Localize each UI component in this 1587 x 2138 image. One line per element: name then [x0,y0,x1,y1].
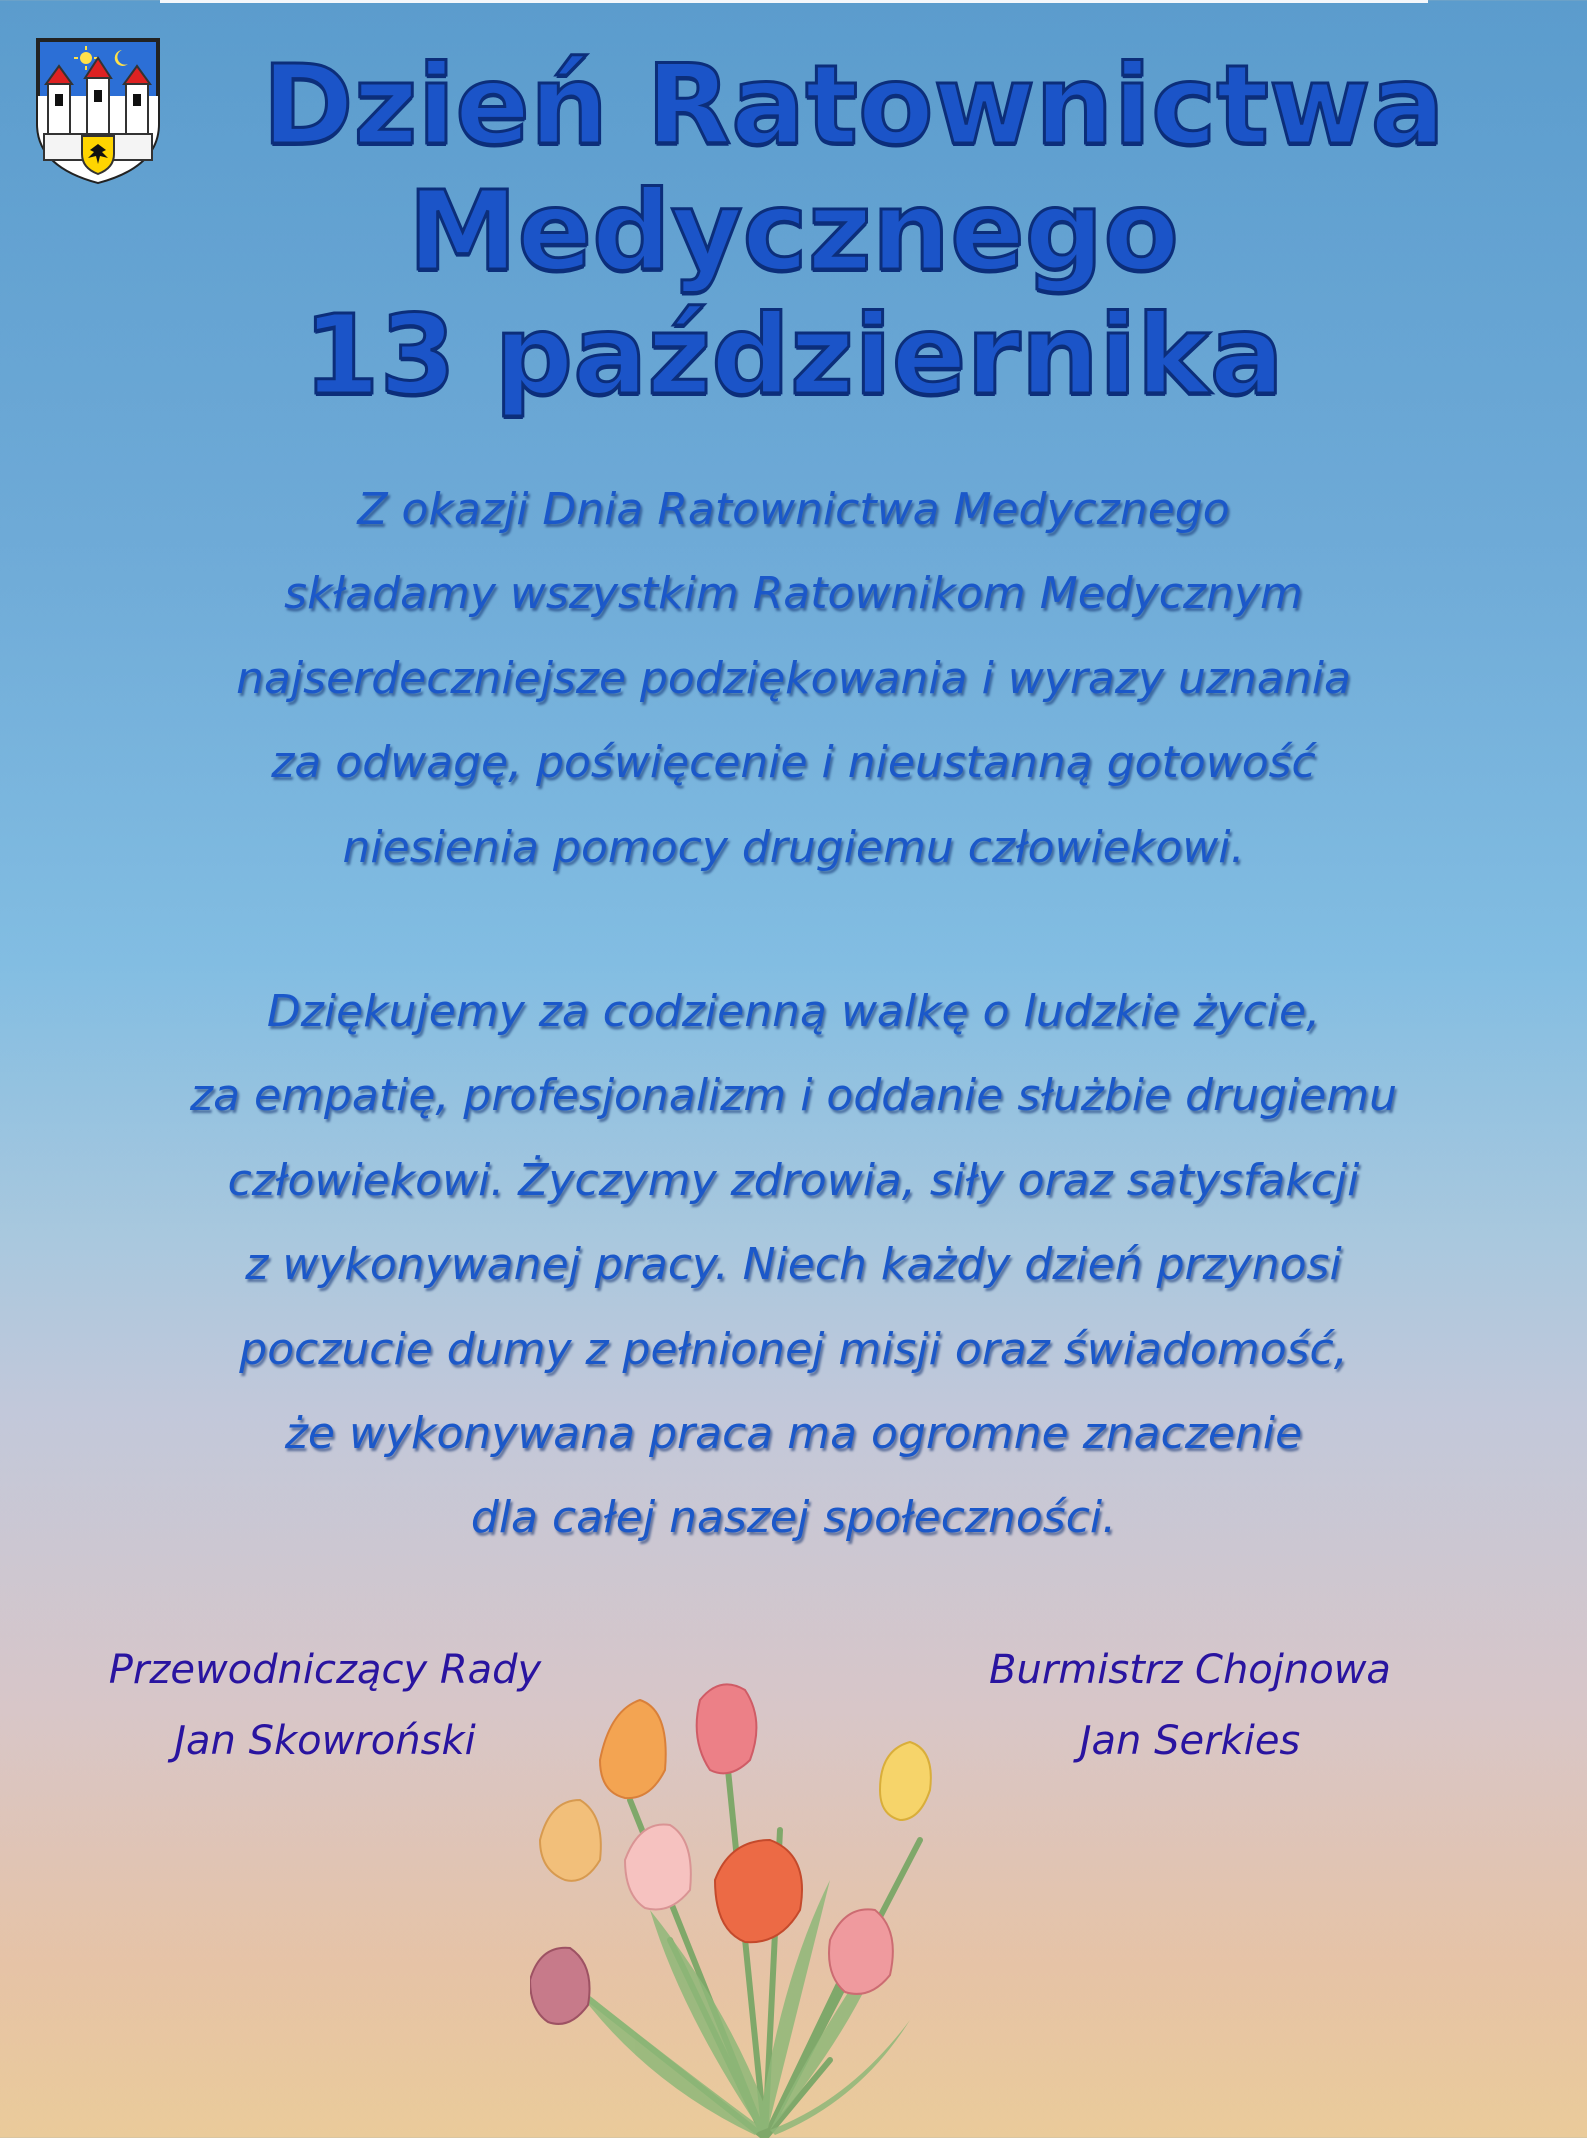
greeting-paragraph-1 [0,468,1587,890]
title-line-2: Medycznego [408,167,1179,295]
paragraph-line: że wykonywana praca ma ogromne znaczenie [284,1408,1303,1460]
paragraph-line: za empatię, profesjonalizm i oddanie służbie drugiemu [190,1070,1397,1122]
paragraph-line: składamy wszystkim Ratownikom Medycznym [284,568,1303,620]
greeting-paragraph-2 [0,970,1587,1561]
tulip-bouquet-icon [530,1680,1000,2138]
paragraph-line: za odwagę, poświęcenie i nieustanną gotowość [271,737,1316,789]
paragraph-line: niesienia pomocy drugiemu człowiekowi. [342,821,1245,873]
paragraph-line: dla całej naszej społeczności. [470,1492,1117,1544]
signature-role: Burmistrz Chojnowa [989,1647,1391,1693]
paragraph-line: najserdeczniejsze podziękowania i wyrazy uznania [236,652,1351,704]
signature-mayor [920,1635,1460,1777]
title-line-3: 13 października [302,291,1285,419]
paragraph-line: Z okazji Dnia Ratownictwa Medycznego [357,484,1230,535]
top-divider [160,0,1428,3]
signature-name: Jan Serkies [1079,1718,1301,1764]
signature-name: Jan Skowroński [174,1718,476,1764]
paragraph-line: człowiekowi. Życzymy zdrowia, siły oraz satysfakcji [227,1154,1360,1206]
paragraph-line: z wykonywanej pracy. Niech każdy dzień przynosi [245,1239,1342,1291]
signature-role: Przewodniczący Rady [108,1647,542,1693]
signature-council-chairman [60,1635,590,1777]
paragraph-line: Dziękujemy za codzienną walkę o ludzkie życie, [266,986,1321,1037]
paragraph-line: poczucie dumy z pełnionej misji oraz świadomość, [239,1323,1348,1375]
title-line-1: Dzień Ratownictwa [262,41,1445,169]
